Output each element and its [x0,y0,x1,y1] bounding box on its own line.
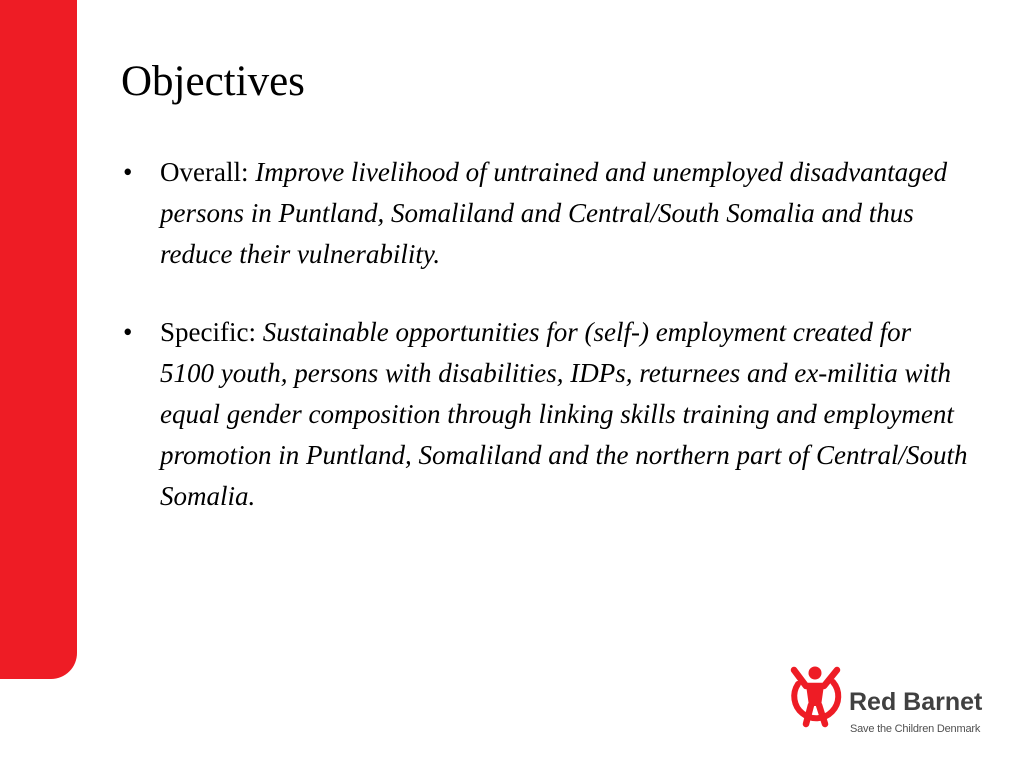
logo-name: Red Barnet [849,688,983,716]
bullet-label: Specific: [160,317,256,347]
bullet-specific [121,312,971,517]
bullet-label: Overall: [160,157,249,187]
bullet-dot-icon: • [123,157,133,187]
bullet-text: Improve livelihood of untrained and unemployed disadvantaged persons in Puntland, Somaliland and Central/South Somalia and thus reduce their vulnerability. [160,157,948,269]
red-barnet-logo [785,664,1005,744]
objectives-list [121,152,971,517]
bullet-text: Sustainable opportunities for (self-) employment created for 5100 youth, persons with disabilities, IDPs, returnees and ex-militia with equal gender composition through linking skills training and employment promotion in Puntland, Somaliland and the northern part of Central/South Somalia. [160,317,968,511]
child-figure-icon [785,664,843,732]
slide-title: Objectives [121,58,305,105]
red-accent-bar [0,0,77,679]
logo-tagline: Save the Children Denmark [850,723,981,735]
bullet-dot-icon: • [123,317,133,347]
bullet-overall [121,152,971,275]
